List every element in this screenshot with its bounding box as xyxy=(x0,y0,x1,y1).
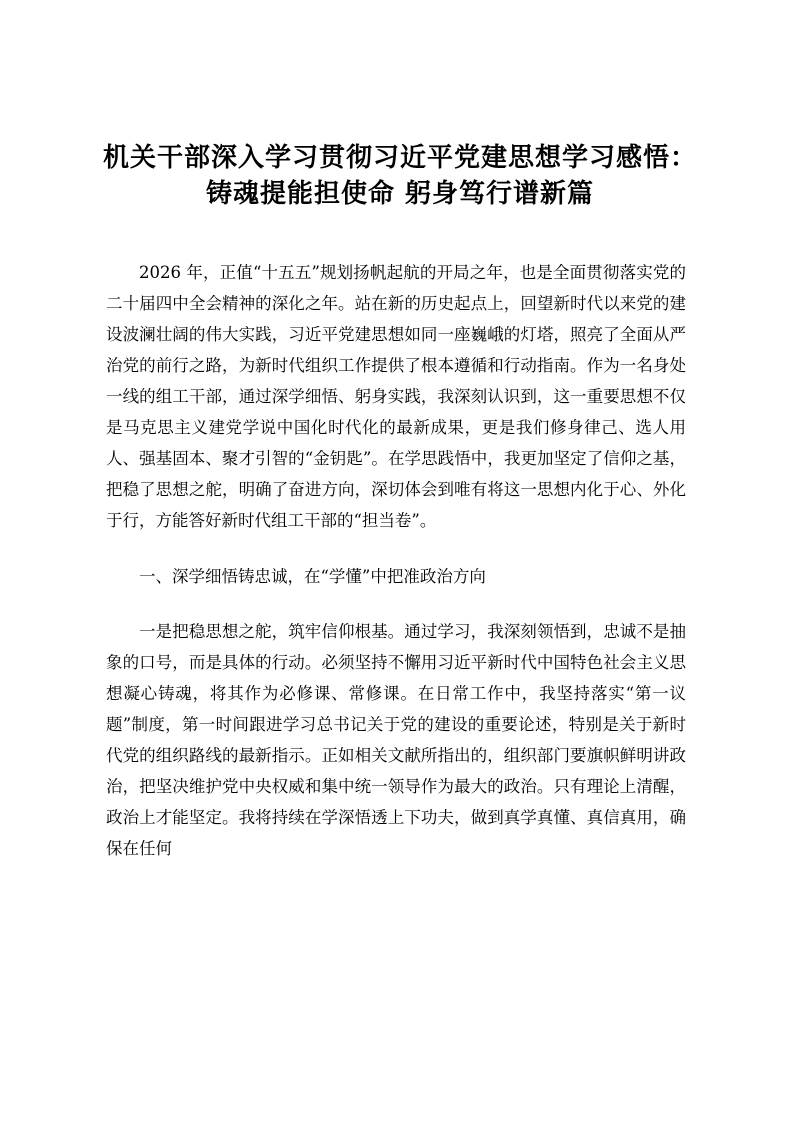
section-heading: 一、深学细悟铸忠诚，在“学懂”中把准政治方向 xyxy=(139,567,486,586)
body-paragraph: 一是把稳思想之舵，筑牢信仰根基。通过学习，我深刻领悟到，忠诚不是抽象的口号，而是具体的行动。必须坚持不懈用习近平新时代中国特色社会主义思想凝心铸魂，将其作为必修课、常修课。在日常工作中，我坚持落实“第一议题”制度，第一时间跟进学习总书记关于党的建设的重要论述，特别是关于新时代党的组织路线的最新指示。正如相关文献所指出的，组织部门要旗帜鲜明讲政治，把坚决维护党中央权威和集中统一领导作为最大的政治。只有理论上清醒，政治上才能坚定。我将持续在学深悟透上下功夫，做到真学真懂、真信真用，确保在任何 xyxy=(106,622,686,858)
document-body xyxy=(106,257,686,889)
document-title: 机关干部深入学习贯彻习近平党建思想学习感悟：铸魂提能担使命 躬身笃行谱新篇 xyxy=(102,143,697,209)
intro-paragraph: 2026 年，正值“十五五”规划扬帆起航的开局之年，也是全面贯彻落实党的二十届四中全会精神的深化之年。站在新的历史起点上，回望新时代以来党的建设波澜壮阔的伟大实践，习近平党建思想如同一座巍峨的灯塔，照亮了全面从严治党的前行之路，为新时代组织工作提供了根本遵循和行动指南。作为一名身处一线的组工干部，通过深学细悟、躬身实践，我深刻认识到，这一重要思想不仅是马克思主义建党学说中国化时代化的最新成果，更是我们修身律己、选人用人、强基固本、聚才引智的“金钥匙”。在学思践悟中，我更加坚定了信仰之基，把稳了思想之舵，明确了奋进方向，深切体会到唯有将这一思想内化于心、外化于行，方能答好新时代组工干部的“担当卷”。 xyxy=(106,263,686,530)
